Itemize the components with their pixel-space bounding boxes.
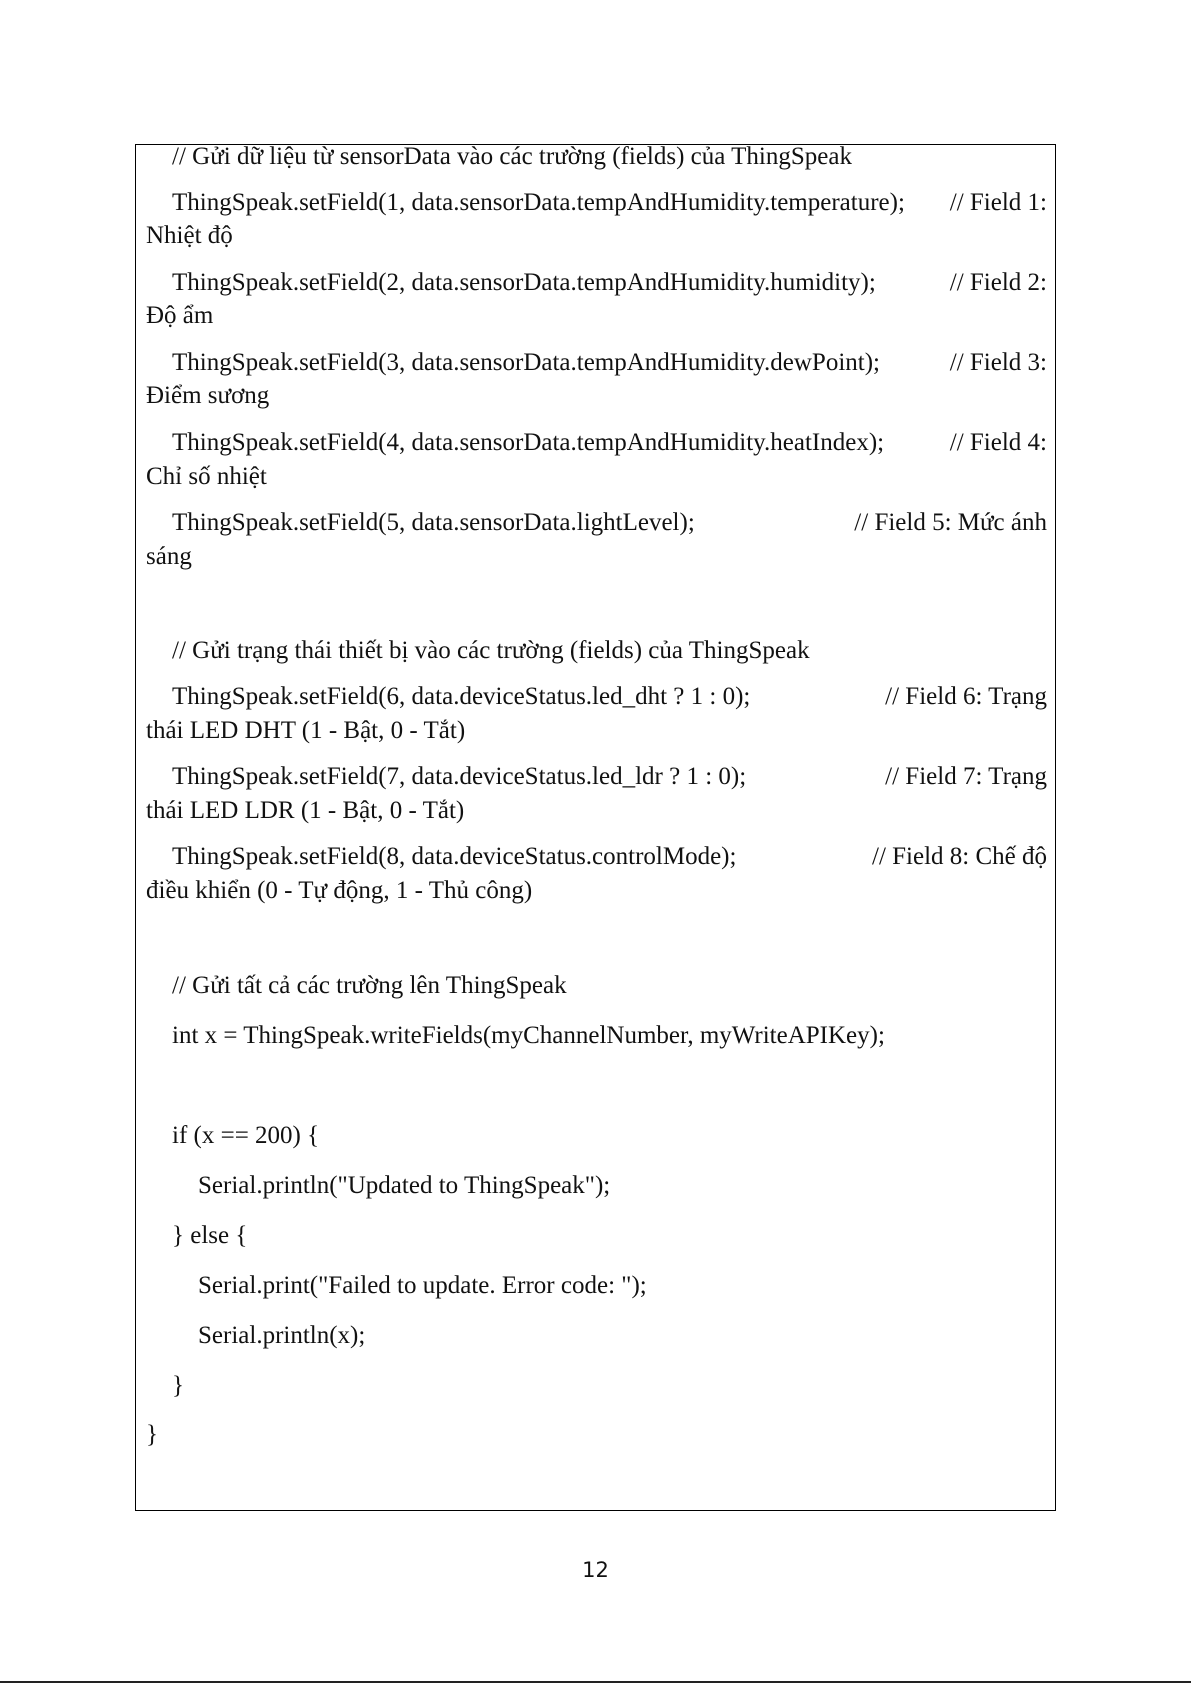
code-line-close-if: } — [172, 1372, 184, 1399]
comment-continuation: thái LED LDR (1 - Bật, 0 - Tắt) — [146, 797, 465, 824]
comment-device-status: // Gửi trạng thái thiết bị vào các trường (fields) của ThingSpeak — [172, 637, 810, 664]
inline-comment: // Field 5: Mức ánh — [854, 509, 1047, 536]
code-line-field-4 — [146, 426, 1047, 460]
statement: ThingSpeak.setField(2, data.sensorData.tempAndHumidity.humidity); — [172, 269, 876, 296]
comment-continuation: sáng — [146, 543, 192, 570]
statement: ThingSpeak.setField(6, data.deviceStatus.led_dht ? 1 : 0); — [172, 683, 751, 710]
code-line-fail-print: Serial.print("Failed to update. Error code: "); — [198, 1272, 647, 1299]
comment-write-fields: // Gửi tất cả các trường lên ThingSpeak — [172, 972, 567, 999]
inline-comment: // Field 7: Trạng — [885, 763, 1047, 790]
statement: ThingSpeak.setField(7, data.deviceStatus.led_ldr ? 1 : 0); — [172, 763, 747, 790]
statement: ThingSpeak.setField(5, data.sensorData.lightLevel); — [172, 509, 695, 536]
statement: ThingSpeak.setField(1, data.sensorData.tempAndHumidity.temperature); — [172, 189, 905, 216]
comment-continuation: Độ ẩm — [146, 302, 214, 329]
inline-comment: // Field 3: — [949, 349, 1047, 376]
comment-continuation: Nhiệt độ — [146, 222, 233, 249]
page-bottom-rule — [0, 1681, 1191, 1683]
code-line-field-3 — [146, 346, 1047, 380]
code-line-fail-println: Serial.println(x); — [198, 1322, 366, 1349]
comment-continuation: điều khiển (0 - Tự động, 1 - Thủ công) — [146, 877, 533, 904]
inline-comment: // Field 1: — [949, 189, 1047, 216]
statement: ThingSpeak.setField(8, data.deviceStatus.controlMode); — [172, 843, 737, 870]
statement: ThingSpeak.setField(4, data.sensorData.tempAndHumidity.heatIndex); — [172, 429, 885, 456]
code-line-field-7 — [146, 760, 1047, 794]
statement: ThingSpeak.setField(3, data.sensorData.tempAndHumidity.dewPoint); — [172, 349, 880, 376]
inline-comment: // Field 8: Chế độ — [872, 843, 1047, 870]
inline-comment: // Field 2: — [949, 269, 1047, 296]
code-line-field-6 — [146, 680, 1047, 714]
comment-sensor-data: // Gửi dữ liệu từ sensorData vào các trường (fields) của ThingSpeak — [172, 143, 852, 170]
code-line-else: } else { — [172, 1222, 248, 1249]
code-line-field-5 — [146, 506, 1047, 540]
comment-continuation: thái LED DHT (1 - Bật, 0 - Tắt) — [146, 717, 466, 744]
code-line-field-1 — [146, 186, 1047, 220]
page-number: 12 — [582, 1558, 609, 1582]
comment-continuation: Điểm sương — [146, 382, 270, 409]
inline-comment: // Field 6: Trạng — [885, 683, 1047, 710]
code-line-close-function: } — [146, 1421, 158, 1448]
comment-continuation: Chỉ số nhiệt — [146, 463, 267, 490]
code-line-field-8 — [146, 840, 1047, 874]
inline-comment: // Field 4: — [949, 429, 1047, 456]
code-line-field-2 — [146, 266, 1047, 300]
code-line-if: if (x == 200) { — [172, 1122, 320, 1149]
code-line-write-fields: int x = ThingSpeak.writeFields(myChannelNumber, myWriteAPIKey); — [172, 1022, 885, 1049]
code-line-success-println: Serial.println("Updated to ThingSpeak"); — [198, 1172, 611, 1199]
code-listing-box — [135, 144, 1056, 1511]
